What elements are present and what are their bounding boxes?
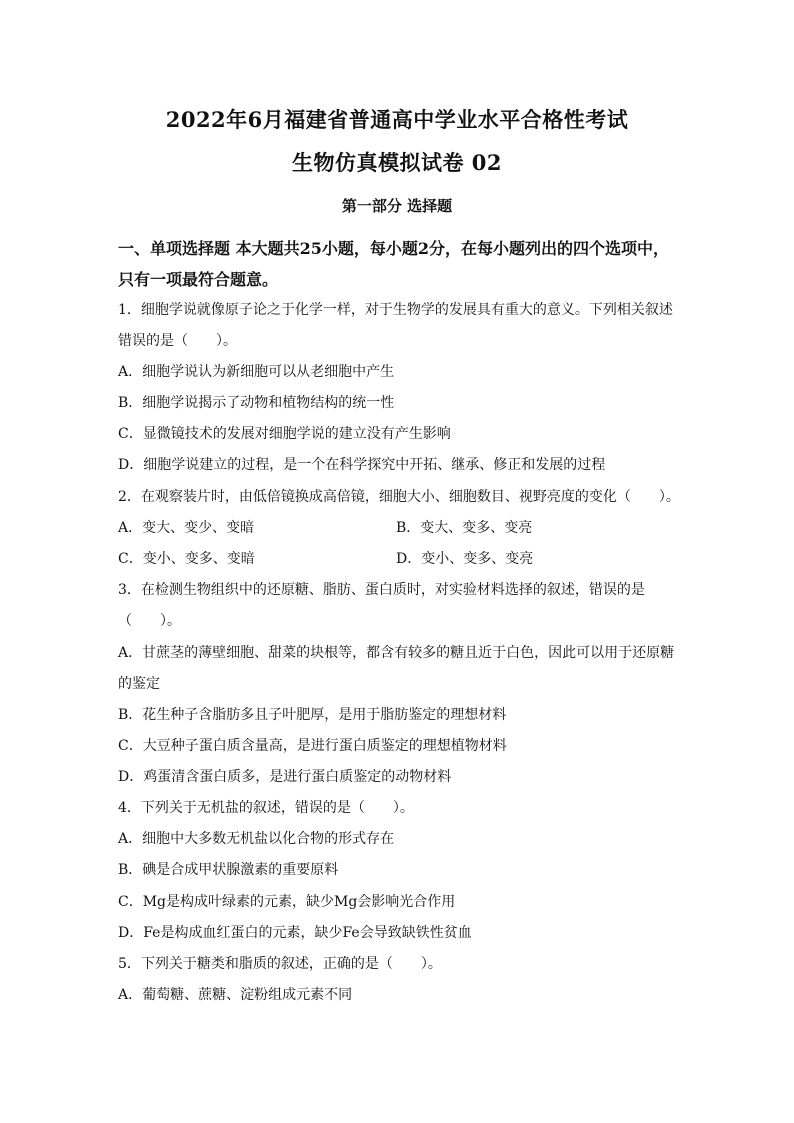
question-1-option-c: C．显微镜技术的发展对细胞学说的建立没有产生影响 bbox=[118, 426, 451, 442]
instructions-line-1: 一、单项选择题 本大题共25小题，每小题2分，在每小题列出的四个选项中， bbox=[118, 239, 669, 258]
question-4-option-c: C．Mg是构成叶绿素的元素，缺少Mg会影响光合作用 bbox=[118, 894, 456, 910]
question-2-option-c: C．变小、变多、变暗 bbox=[118, 551, 255, 567]
question-4-option-d: D．Fe是构成血红蛋白的元素，缺少Fe会导致缺铁性贫血 bbox=[118, 925, 472, 941]
question-3-option-a-cont: 的鉴定 bbox=[118, 676, 160, 692]
question-4-option-a: A．细胞中大多数无机盐以化合物的形式存在 bbox=[118, 831, 395, 847]
question-3-option-d: D．鸡蛋清含蛋白质多，是进行蛋白质鉴定的动物材料 bbox=[118, 769, 452, 785]
question-3-option-a: A．甘蔗茎的薄壁细胞、甜菜的块根等，都含有较多的糖且近于白色，因此可以用于还原糖 bbox=[118, 645, 675, 661]
question-2-option-d: D．变小、变多、变亮 bbox=[396, 551, 534, 567]
section-instructions bbox=[118, 233, 684, 295]
question-3-stem-line-1: 3．在检测生物组织中的还原糖、脂肪、蛋白质时，对实验材料选择的叙述，错误的是 bbox=[118, 582, 645, 598]
question-2-option-b: B．变大、变多、变亮 bbox=[396, 520, 533, 536]
question-5-option-a: A．葡萄糖、蔗糖、淀粉组成元素不同 bbox=[118, 987, 353, 1003]
question-1-stem-line-1: 1．细胞学说就像原子论之于化学一样，对于生物学的发展具有重大的意义。下列相关叙述 bbox=[118, 302, 673, 318]
instructions-line-2: 只有一项最符合题意。 bbox=[118, 270, 279, 289]
question-3-option-c: C．大豆种子蛋白质含量高，是进行蛋白质鉴定的理想植物材料 bbox=[118, 738, 507, 754]
question-3-option-b: B．花生种子含脂肪多且子叶肥厚，是用于脂肪鉴定的理想材料 bbox=[118, 707, 507, 723]
section-heading: 第一部分 选择题 bbox=[341, 197, 453, 215]
question-3-stem-line-2: （ ）。 bbox=[118, 613, 181, 629]
question-4-option-b: B．碘是合成甲状腺激素的重要原料 bbox=[118, 862, 339, 878]
question-2-stem: 2．在观察装片时，由低倍镜换成高倍镜，细胞大小、细胞数目、视野亮度的变化（ ）。 bbox=[118, 489, 680, 505]
question-1-stem-line-2: 错误的是（ ）。 bbox=[118, 333, 237, 349]
question-1-option-a: A．细胞学说认为新细胞可以从老细胞中产生 bbox=[118, 364, 395, 380]
question-1-option-b: B．细胞学说揭示了动物和植物结构的统一性 bbox=[118, 395, 395, 411]
question-1-option-d: D．细胞学说建立的过程，是一个在科学探究中开拓、继承、修正和发展的过程 bbox=[118, 457, 606, 473]
question-4-stem: 4．下列关于无机盐的叙述，错误的是（ ）。 bbox=[118, 800, 414, 816]
question-2-option-a: A．变大、变少、变暗 bbox=[118, 520, 255, 536]
exam-title: 2022年6月福建省普通高中学业水平合格性考试 bbox=[165, 107, 629, 132]
question-5-stem: 5．下列关于糖类和脂质的叙述，正确的是（ ）。 bbox=[118, 956, 442, 972]
exam-subtitle: 生物仿真模拟试卷 02 bbox=[291, 150, 503, 175]
